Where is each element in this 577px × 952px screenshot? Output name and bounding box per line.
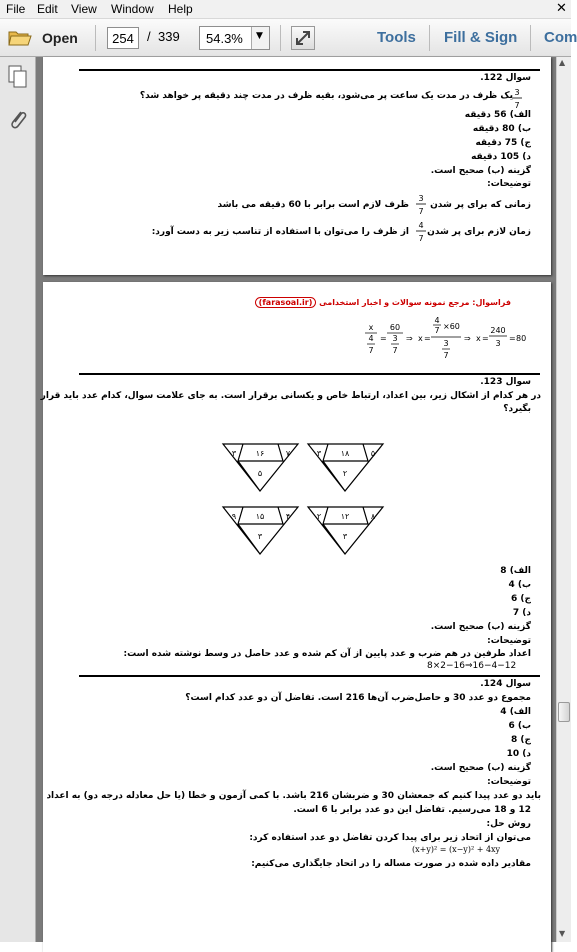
open-label: Open	[42, 30, 78, 46]
svg-text:7: 7	[443, 351, 449, 360]
figure-number-left: ۹	[231, 512, 237, 521]
option-item: د) 105 دقیقه	[471, 152, 531, 162]
svg-text:3: 3	[495, 339, 501, 348]
option-item: ج) 75 دقیقه	[475, 138, 531, 148]
toolbar-divider	[429, 25, 430, 51]
question-title: سوال 123.	[480, 377, 531, 387]
triangle-figure	[223, 507, 298, 554]
figure-number-bottom: ۵	[257, 469, 263, 478]
chevron-down-icon: ▼	[256, 31, 263, 41]
toolbar-divider	[530, 25, 531, 51]
question-text: مجموع دو عدد 30 و حاصل‌ضرب آن‌ها 216 است. تفاضل آن دو عدد کدام است؟	[185, 693, 531, 703]
fraction	[415, 191, 427, 217]
svg-text:80: 80	[516, 334, 527, 343]
svg-text:×60: ×60	[443, 322, 460, 331]
navigation-sidebar	[0, 57, 36, 942]
svg-text:=: =	[482, 334, 489, 343]
answer-text: گزینه (ب) صحیح است.	[430, 763, 531, 773]
toolbar-divider	[280, 25, 281, 51]
figure-number-right: ۸	[370, 512, 376, 521]
site-link[interactable]: (farasoal.ir)	[255, 297, 317, 308]
figure-number-right: ۴	[285, 512, 291, 521]
fraction	[511, 85, 523, 111]
menu-edit[interactable]: Edit	[37, 2, 58, 16]
figure-number-right: ۷	[285, 449, 291, 458]
toolbar-divider	[95, 25, 96, 51]
svg-text:7: 7	[418, 234, 424, 243]
triangle-figure	[308, 507, 383, 554]
explanation-text: مقادیر داده شده در صورت مساله را در اتحاد جایگذاری می‌کنیم:	[251, 859, 531, 869]
svg-text:4: 4	[434, 316, 440, 325]
zoom-value: 54.3%	[206, 31, 243, 46]
vertical-scrollbar[interactable]	[556, 57, 571, 942]
explanation-text: ظرف لازم است برابر با 60 دقیقه می باشد	[217, 200, 409, 210]
method-text: می‌توان از اتحاد زیر برای پیدا کردن تفاضل دو عدد استفاده کرد:	[249, 833, 531, 843]
svg-text:x: x	[476, 334, 481, 343]
svg-text:240: 240	[490, 326, 506, 335]
explanation-text: زمانی که برای پر شدن	[430, 200, 531, 210]
zoom-dropdown-button[interactable]	[251, 27, 269, 49]
toolbar	[0, 19, 577, 57]
option-item: د) 10	[506, 749, 531, 759]
folder-icon	[8, 28, 32, 48]
svg-text:=: =	[509, 334, 516, 343]
explanation-text: از ظرف را می‌توان با استفاده از تناسب زیر به دست آورد:	[151, 227, 409, 237]
expand-button[interactable]	[291, 26, 315, 50]
identity-formula: (x+y)² = (x−y)² + 4xy	[412, 845, 501, 854]
divider-line	[79, 373, 540, 375]
comment-link[interactable]: Com	[544, 29, 577, 46]
pages-icon[interactable]	[7, 65, 29, 89]
scrollbar-thumb[interactable]	[558, 702, 570, 722]
svg-text:60: 60	[389, 323, 401, 332]
option-item: الف) 56 دقیقه	[464, 110, 531, 120]
figure-number-bottom: ۳	[342, 532, 348, 541]
menu-view[interactable]: View	[71, 2, 97, 16]
menu-help[interactable]: Help	[168, 2, 193, 16]
svg-text:4: 4	[418, 221, 424, 230]
triangle-figure	[223, 444, 298, 491]
option-item: ب) 4	[508, 580, 531, 590]
option-item: الف) 8	[500, 566, 531, 576]
answer-text: گزینه (ب) صحیح است.	[430, 622, 531, 632]
explanation-label: توضیحات:	[487, 636, 531, 646]
figure-number-left: ۳	[316, 449, 322, 458]
page-total: 339	[158, 29, 180, 44]
svg-text:⇒: ⇒	[406, 334, 413, 343]
svg-text:3: 3	[514, 88, 520, 97]
option-item: ب) 6	[508, 721, 531, 731]
open-button[interactable]	[4, 25, 80, 51]
option-item: ب) 80 دقیقه	[472, 124, 531, 134]
page-number-input[interactable]	[107, 27, 139, 49]
divider-line	[79, 69, 540, 71]
option-item: ج) 6	[511, 594, 531, 604]
header-text: فراسوال: مرجع نمونه سوالات و اخبار استخدامی	[319, 298, 511, 307]
figure-number-bottom: ۲	[342, 469, 348, 478]
page-separator: /	[147, 29, 151, 44]
explanation-label: توضیحات:	[487, 179, 531, 189]
svg-text:7: 7	[514, 101, 520, 110]
figure-number-bottom: ۳	[257, 532, 263, 541]
fraction	[415, 218, 427, 244]
figure-number-center: ۱۵	[255, 512, 265, 521]
page-header	[255, 296, 511, 309]
triangle-figure	[308, 444, 383, 491]
menu-window[interactable]: Window	[111, 2, 154, 16]
svg-text:⇒: ⇒	[464, 334, 471, 343]
option-item: الف) 4	[500, 707, 531, 717]
question-text: یک ظرف در مدت یک ساعت پر می‌شود، بقیه ظرف در مدت چند دقیقه پر خواهد شد؟	[139, 91, 513, 101]
svg-text:=: =	[380, 334, 387, 343]
scroll-up-icon[interactable]: ▲	[559, 58, 566, 67]
figure-number-left: ۲	[316, 512, 322, 521]
question-title: سوال 122.	[480, 73, 531, 83]
method-label: روش حل:	[486, 819, 531, 829]
figure-number-left: ۳	[231, 449, 237, 458]
svg-text:7: 7	[392, 346, 398, 355]
explanation-text: 12 و 18 می‌رسیم. تفاضل این دو عدد برابر با 6 است.	[293, 805, 531, 815]
figure-number-center: ۱۶	[255, 449, 265, 458]
explanation-text: باید دو عدد پیدا کنیم که جمعشان 30 و ضربشان 216 باشد. با کمی آزمون و خطا (یا حل معادله درجه دو) به اعداد	[46, 791, 541, 801]
svg-text:4: 4	[368, 334, 374, 343]
divider-line	[79, 675, 540, 677]
pdf-page	[43, 57, 551, 275]
document-view[interactable]	[36, 57, 556, 942]
formula: 8×2−16⇒16−4−12	[427, 661, 517, 671]
tools-link[interactable]: Tools	[377, 29, 416, 46]
svg-text:3: 3	[392, 334, 398, 343]
scroll-down-icon[interactable]: ▼	[559, 929, 566, 938]
question-title: سوال 124.	[480, 679, 531, 689]
zoom-select[interactable]	[199, 26, 270, 50]
explanation-label: توضیحات:	[487, 777, 531, 787]
svg-text:7: 7	[434, 326, 440, 335]
answer-text: گزینه (ب) صحیح است.	[430, 166, 531, 176]
svg-text:x: x	[368, 323, 374, 332]
svg-text:7: 7	[368, 346, 374, 355]
menu-file[interactable]: File	[6, 2, 26, 16]
expand-icon	[292, 27, 314, 49]
explanation-text: اعداد طرفین در هم ضرب و عدد پایین از آن کم شده و عدد حاصل در وسط نوشته شده است:	[123, 649, 531, 659]
pdf-page	[40, 282, 551, 952]
svg-text:7: 7	[418, 207, 424, 216]
svg-text:3: 3	[443, 339, 449, 348]
figure-number-center: ۱۸	[340, 449, 350, 458]
fill-sign-link[interactable]: Fill & Sign	[444, 29, 518, 46]
question-text: بگیرد؟	[503, 404, 531, 414]
menu-bar	[0, 0, 571, 19]
paperclip-icon[interactable]	[7, 107, 29, 133]
explanation-text: زمان لازم برای پر شدن	[427, 227, 531, 237]
svg-text:=: =	[424, 334, 431, 343]
question-text: در هر کدام از اشکال زیر، بین اعداد، ارتباط خاص و یکسانی برقرار است. به جای علامت سوال، کدام عدد باید قرار	[40, 391, 541, 401]
figure-number-center: ۱۲	[340, 512, 350, 521]
equation	[363, 315, 528, 363]
question-figures	[218, 427, 393, 557]
close-icon[interactable]: ✕	[556, 0, 567, 15]
svg-text:x: x	[418, 334, 423, 343]
option-item: ج) 8	[511, 735, 531, 745]
svg-text:3: 3	[418, 194, 424, 203]
option-item: د) 7	[512, 608, 531, 618]
figure-number-right: ۵	[370, 449, 376, 458]
